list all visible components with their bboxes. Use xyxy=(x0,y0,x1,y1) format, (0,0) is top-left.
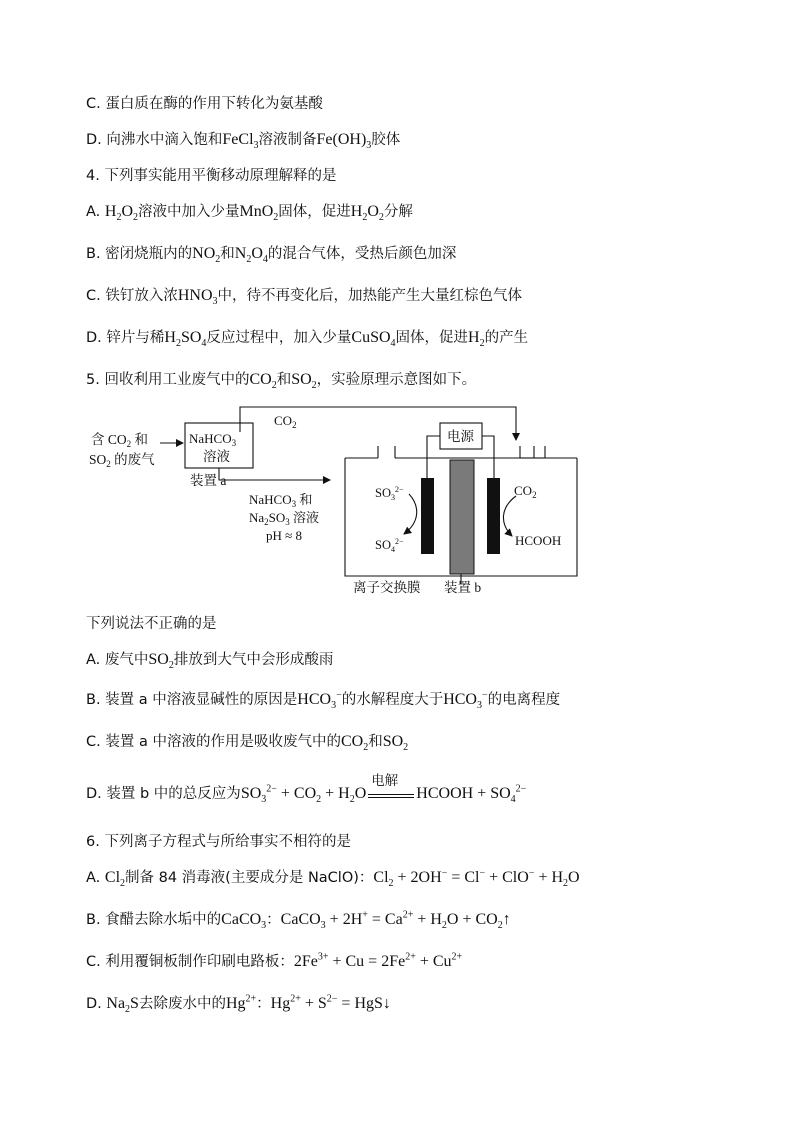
sulfite-label: $SO_3^{2-}$ xyxy=(375,485,404,502)
membrane-label: 离子交换膜 xyxy=(353,580,421,595)
question-4-option-b: B. 密闭烧瓶内的$NO_2$和$N_2O_4$的混合气体，受热后颜色加深 xyxy=(86,245,457,266)
question-4-option-c: C. 铁钉放入浓$HNO_3$中，待不再变化后，加热能产生大量红棕色气体 xyxy=(86,287,523,308)
solution-label-3: pH ≈ 8 xyxy=(266,528,303,543)
line-d-colloid: D. 向沸水中滴入饱和FeCl$_3$溶液制备$Fe(OH)_3$胶体 xyxy=(86,131,401,152)
wire-left xyxy=(427,436,440,478)
question-5-substem: 下列说法不正确的是 xyxy=(86,616,217,632)
question-5-stem: 5. 回收利用工业废气中的$CO_2$和$SO_2$，实验原理示意图如下。 xyxy=(86,371,477,392)
solution-label-2: $Na_2SO_3$ 溶液 xyxy=(249,510,320,527)
line-c-protein: C. 蛋白质在酶的作用下转化为氨基酸 xyxy=(86,96,323,112)
question-5-option-c: C. 装置 a 中溶液的作用是吸收废气中的$CO_2$和$SO_2$ xyxy=(86,733,409,754)
device-a-content-2: 溶液 xyxy=(203,449,230,464)
question-6-option-d: D. $Na_2S$去除废水中的$Hg^{2+}$：$Hg^{2+} + S^{2-}$ = HgS↓ xyxy=(86,993,391,1016)
question-6-option-a: A. $Cl_2$制备 84 消毒液(主要成分是 NaClO)：$Cl_2 + 2OH^- = Cl^- + ClO^- + H_2O$ xyxy=(86,867,580,890)
device-b-label: 装置 b xyxy=(444,580,482,595)
question-5-option-d: D. 装置 b 中的总反应为$SO_3^{2-} + CO_2 + H_2O$ 电解 HCOOH + $SO_4^{2-}$ xyxy=(86,773,527,806)
sulfate-label: $SO_4^{2-}$ xyxy=(375,537,404,554)
waste-gas-label-2: $SO_2$ 的废气 xyxy=(89,452,155,469)
question-5-option-b: B. 装置 a 中溶液显碱性的原因是$HCO_3^-$的水解程度大于$HCO_3^-$的电离程度 xyxy=(86,689,561,712)
question-6-option-b: B. 食醋去除水垢中的CaCO$_3$：CaCO$_3$ + $2H^+ = Ca^{2+} + H_2O$ + $CO_2↑$ xyxy=(86,909,511,932)
left-reaction-arrow xyxy=(404,494,417,534)
solution-transfer-arrow xyxy=(219,468,330,480)
waste-gas-label-1: 含 $CO_2$ 和 xyxy=(91,432,149,449)
question-4-option-d: D. 锌片与稀$H_2SO_4$反应过程中，加入少量CuSO$_4$固体，促进$H_2$的产生 xyxy=(86,329,529,350)
power-supply-label: 电源 xyxy=(447,429,474,444)
co2-right-label: $CO_2$ xyxy=(514,483,537,500)
electrolysis-equals: 电解 xyxy=(366,784,416,804)
right-electrode xyxy=(487,478,500,554)
right-reaction-arrow xyxy=(503,496,516,536)
ion-exchange-membrane xyxy=(450,460,474,574)
wire-right xyxy=(482,436,494,478)
device-a-content-1: NaHCO$_3$ xyxy=(189,431,237,448)
question-4-stem: 4. 下列事实能用平衡移动原理解释的是 xyxy=(86,168,337,184)
question-6-stem: 6. 下列离子方程式与所给事实不相符的是 xyxy=(86,834,351,850)
solution-label-1: NaHCO$_3$ 和 xyxy=(249,492,313,509)
question-5-option-a: A. 废气中$SO_2$排放到大气中会形成酸雨 xyxy=(86,651,334,672)
question-4-option-a: A. $H_2O_2$溶液中加入少量MnO$_2$固体，促进$H_2O_2$分解 xyxy=(86,203,413,224)
question-6-option-c: C. 利用覆铜板制作印刷电路板：$2Fe^{3+} + Cu = 2Fe^{2+} + Cu^{2+}$ xyxy=(86,951,463,970)
co2-top-label: $CO_2$ xyxy=(274,413,297,430)
device-a-label: 装置 a xyxy=(190,473,227,488)
apparatus-diagram xyxy=(0,398,794,608)
left-electrode xyxy=(421,478,434,554)
hcooh-label: HCOOH xyxy=(515,533,562,548)
